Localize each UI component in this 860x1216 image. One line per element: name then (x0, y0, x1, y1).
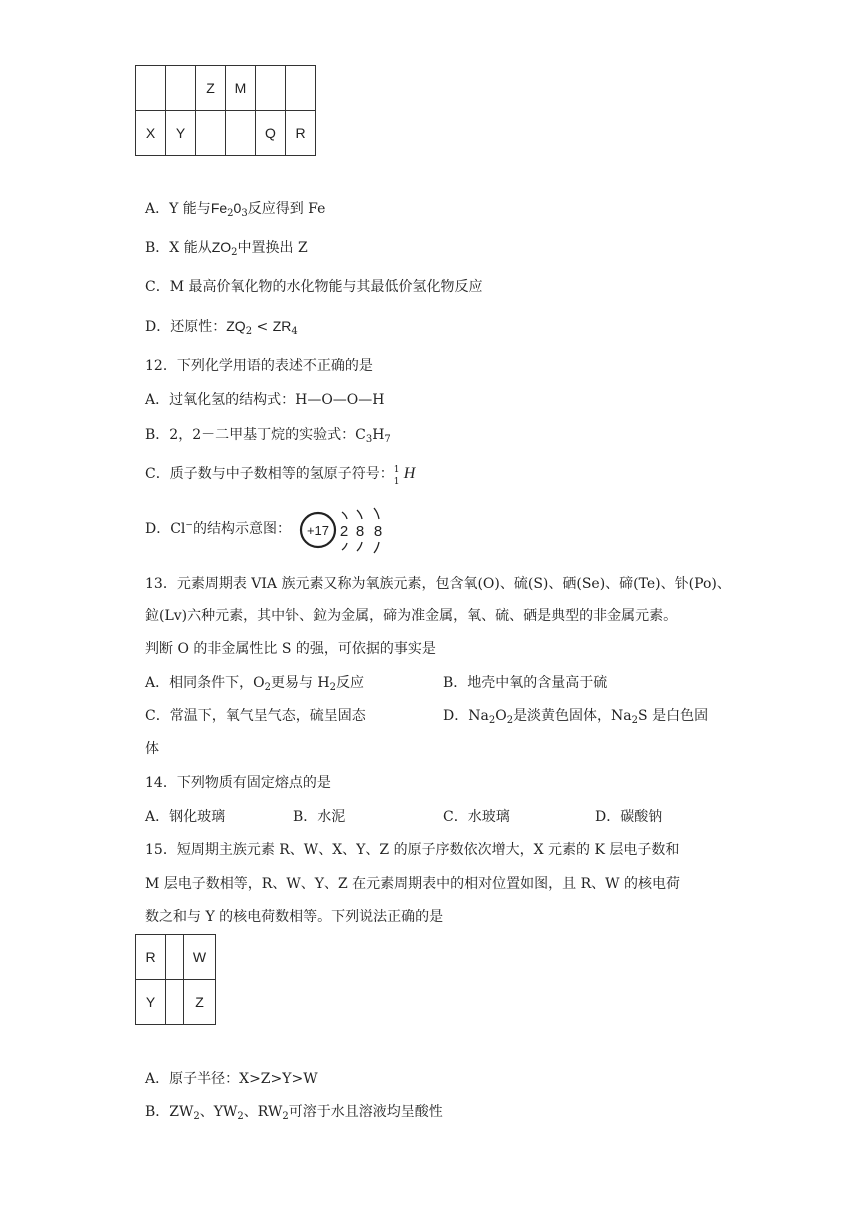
q13-option-d-continued: 体 (145, 741, 159, 757)
table2-cell-z: Z (184, 980, 216, 1025)
table2-cell-r: R (136, 935, 166, 980)
table1-cell (136, 66, 166, 111)
table1-cell (226, 111, 256, 156)
q15-stem-line3: 数之和与 Y 的核电荷数相等。下列说法正确的是 (145, 909, 444, 925)
table1-cell-y: Y (166, 111, 196, 156)
q15-stem-line2: M 层电子数相等，R、W、Y、Z 在元素周期表中的相对位置如图，且 R、W 的核电荷 (145, 876, 680, 892)
q11-option-d: D．还原性：$ZQ_2 < ZR_4$ (145, 318, 298, 337)
shell-arc-3-bottom (374, 542, 379, 553)
table2-cell (166, 980, 184, 1025)
table1-cell-q: Q (256, 111, 286, 156)
q11-option-b: B．X 能从$ZO_2$中置换出 Z (145, 239, 308, 258)
shell-arc-3-top (374, 508, 379, 519)
isotope-notation: 1 1 (393, 465, 400, 487)
q13-option-a: A．相同条件下，$O_2$更易与 $H_2$反应 (145, 675, 365, 693)
q14-stem: 14．下列物质有固定熔点的是 (145, 775, 331, 791)
shell-arc-2-bottom (357, 542, 362, 551)
table1-cell (166, 66, 196, 111)
periodic-table-fragment-1 (135, 65, 316, 156)
shell-electron-count: 8 (355, 523, 365, 540)
shell-arc-1-top (342, 512, 347, 519)
table1-cell-m: M (226, 66, 256, 111)
nucleus-charge: +17 (306, 523, 330, 538)
q13-stem-line3: 判断 O 的非金属性比 S 的强，可依据的事实是 (145, 641, 436, 657)
table1-cell-r: R (286, 111, 316, 156)
chloride-ion-structure-diagram (298, 505, 390, 557)
q11-option-a: A．Y 能与$Fe_20_3$反应得到 Fe (145, 200, 326, 219)
q14-option-c: C．水玻璃 (443, 809, 510, 825)
q12-option-d: D．Cl−的结构示意图： (145, 520, 291, 537)
shell-electron-count: 2 (339, 523, 349, 540)
table2-cell-w: W (184, 935, 216, 980)
periodic-table-fragment-2 (135, 934, 216, 1025)
q13-stem-line2: 鉝(Lv)六种元素，其中钋、鉝为金属，碲为准金属，氧、硫、硒是典型的非金属元素。 (145, 608, 678, 624)
table1-cell-x: X (136, 111, 166, 156)
q14-option-d: D．碳酸钠 (595, 809, 663, 825)
q13-option-b: B．地壳中氧的含量高于硫 (443, 675, 608, 691)
table2-cell (166, 935, 184, 980)
q15-option-a: A．原子半径：X>Z>Y>W (145, 1071, 318, 1087)
q13-stem-line1: 13．元素周期表 VIA 族元素又称为氧族元素，包含氧(O)、硫(S)、硒(Se)、碲(Te)、钋(Po)、 (145, 576, 731, 592)
q12-option-b: B．2，2－二甲基丁烷的实验式：$C_3H_7$ (145, 427, 391, 445)
shell-electron-count: 8 (373, 523, 383, 540)
q15-option-b: B．$ZW_2$、$YW_2$、$RW_2$可溶于水且溶液均呈酸性 (145, 1104, 443, 1122)
q12-stem: 12．下列化学用语的表述不正确的是 (145, 358, 373, 374)
q15-stem-line1: 15．短周期主族元素 R、W、X、Y、Z 的原子序数依次增大，X 元素的 K 层电子数和 (145, 842, 680, 858)
shell-arc-1-bottom (342, 543, 347, 550)
q12-option-a: A．过氧化氢的结构式：H—O—O—H (145, 392, 385, 408)
shell-arc-2-top (357, 510, 362, 519)
q12-option-c: C．质子数与中子数相等的氢原子符号： 1 1 H (145, 465, 416, 487)
table1-cell (286, 66, 316, 111)
table1-cell-z: Z (196, 66, 226, 111)
q11-option-c: C．M 最高价氧化物的水化物能与其最低价氢化物反应 (145, 279, 483, 295)
q13-option-d: D．$Na_2O_2$是淡黄色固体，$Na_2S$ 是白色固 (443, 708, 709, 726)
table1-cell (196, 111, 226, 156)
q14-option-b: B．水泥 (293, 809, 346, 825)
q13-option-c: C．常温下，氧气呈气态，硫呈固态 (145, 708, 366, 724)
q14-option-a: A．钢化玻璃 (145, 809, 226, 825)
table2-cell-y: Y (136, 980, 166, 1025)
table1-cell (256, 66, 286, 111)
